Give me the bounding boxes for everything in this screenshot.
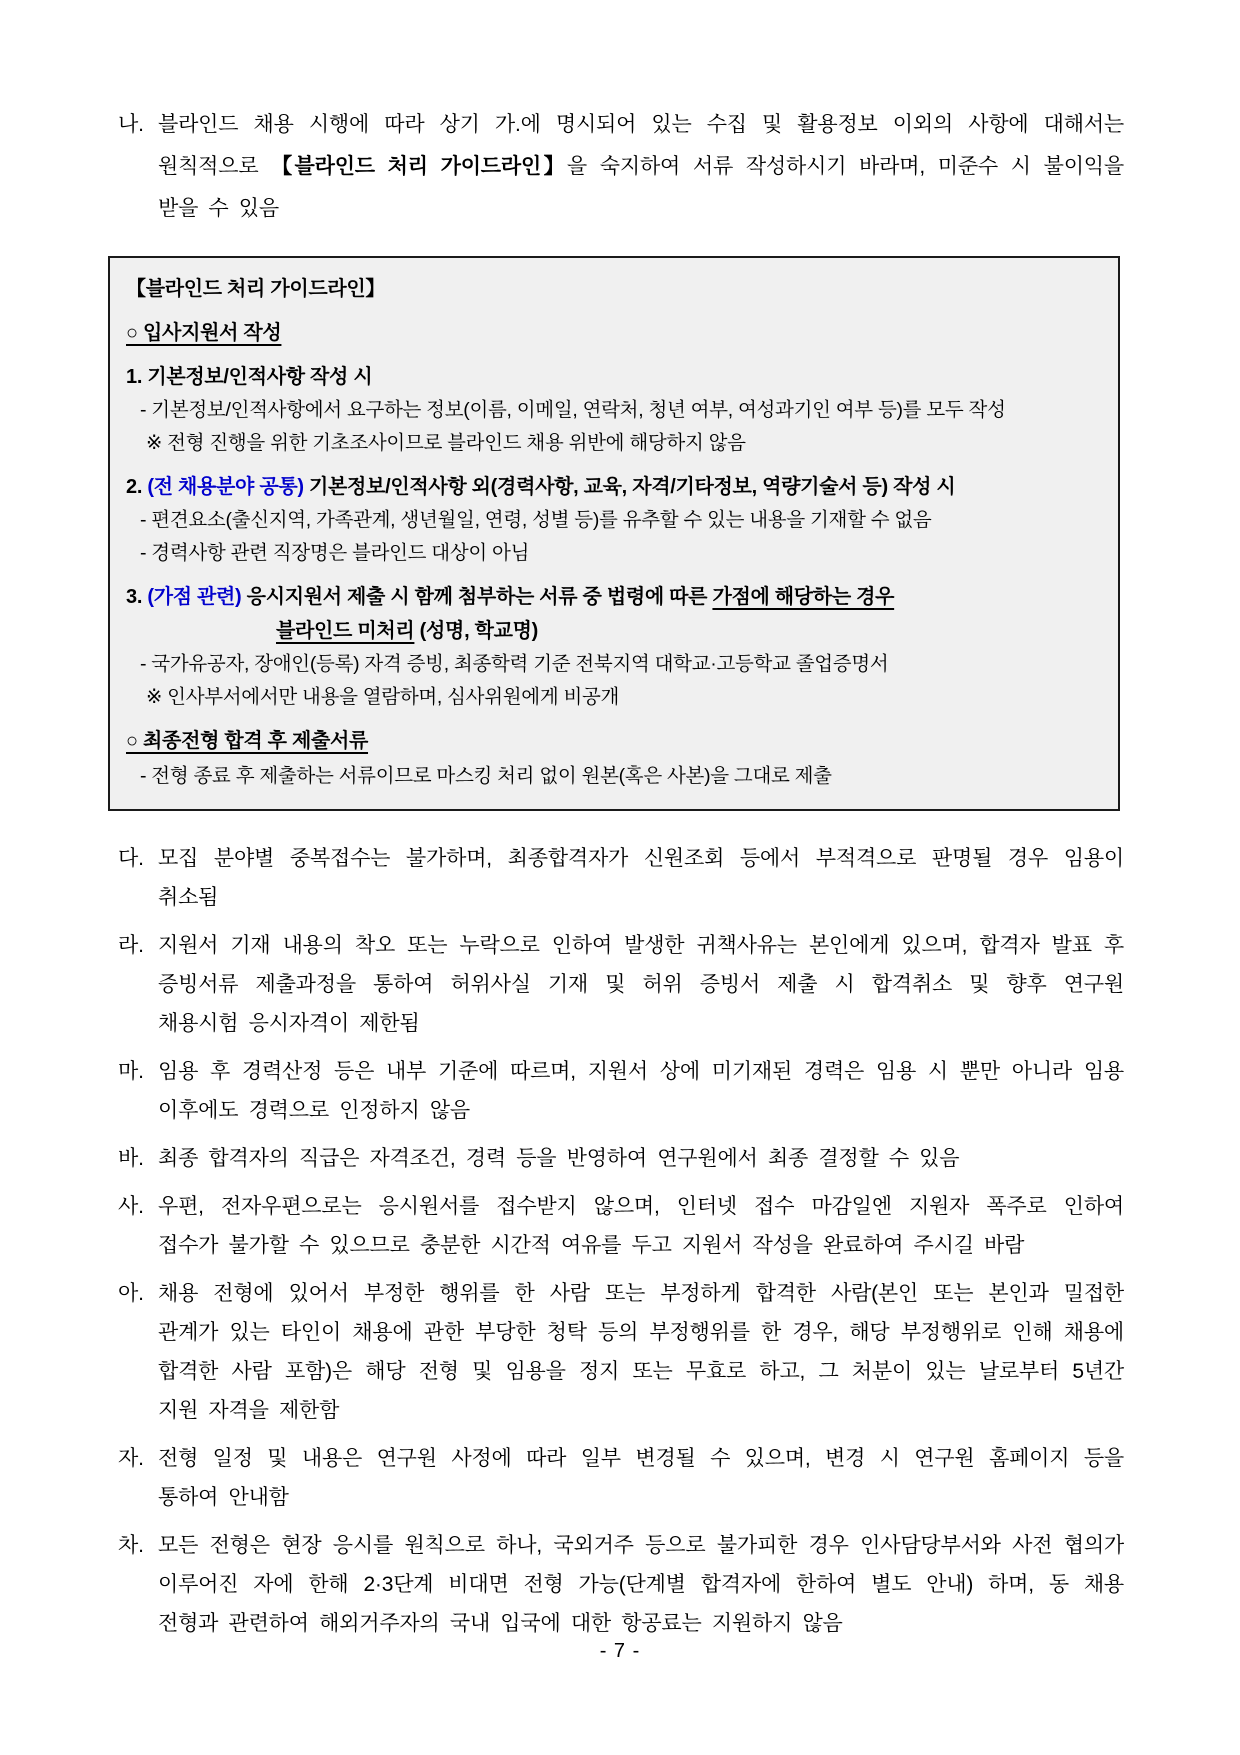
guideline-item-3-suffix: (성명, 학교명)	[414, 620, 538, 642]
guideline-item-2-title	[126, 470, 1100, 504]
guideline-item-3-underline1: 가점에 해당하는 경우	[712, 586, 895, 608]
guideline-item-2-dash1: - 편견요소(출신지역, 가족관계, 생년월일, 연령, 성별 등)를 유추할 수 있는 내용을 기재할 수 없음	[140, 509, 932, 531]
guideline-section2-dash: - 전형 종료 후 제출하는 서류이므로 마스킹 처리 없이 원본(혹은 사본)을 그대로 제출	[140, 765, 832, 787]
guideline-box	[108, 256, 1120, 811]
list-item-a	[118, 1274, 1124, 1430]
page-number: - 7 -	[599, 1640, 641, 1662]
guideline-item-1-dash: - 기본정보/인적사항에서 요구하는 정보(이름, 이메일, 연락처, 청년 여부, 여성과기인 여부 등)를 모두 작성	[140, 399, 1006, 421]
item-label: 아.	[118, 1282, 144, 1305]
guideline-item-2-highlight: (전 채용분야 공통)	[142, 476, 304, 498]
guideline-section1-heading: ○ 입사지원서 작성	[126, 322, 282, 344]
item-label: 마.	[118, 1060, 144, 1083]
list-item-cha	[118, 1526, 1124, 1643]
intro-text-post: 을 숙지하여 서류 작성하시기 바라며, 미준수 시 불이익을 받을 수 있음	[158, 155, 1124, 220]
item-label: 사.	[118, 1195, 144, 1218]
guideline-item-3-text: 응시지원서 제출 시 함께 첨부하는 서류 중 법령에 따른	[241, 586, 713, 608]
guideline-item-3-highlight: (가점 관련)	[142, 586, 242, 608]
guideline-item-1-note: ※ 전형 진행을 위한 기초조사이므로 블라인드 채용 위반에 해당하지 않음	[146, 432, 746, 454]
item-label: 차.	[118, 1534, 144, 1557]
item-text: 최종 합격자의 직급은 자격조건, 경력 등을 반영하여 연구원에서 최종 결정할 수 있음	[158, 1147, 960, 1170]
item-label: 자.	[118, 1447, 144, 1470]
notice-list	[118, 839, 1124, 1643]
guideline-item-3	[126, 580, 1100, 714]
guideline-item-3-line1	[126, 580, 1100, 614]
paragraph-na	[118, 104, 1124, 230]
item-text: 모집 분야별 중복접수는 불가하며, 최종합격자가 신원조회 등에서 부적격으로 판명될 경우 임용이 취소됨	[158, 847, 1124, 909]
list-item-ja	[118, 1439, 1124, 1517]
item-text: 지원서 기재 내용의 착오 또는 누락으로 인하여 발생한 귀책사유는 본인에게 있으며, 합격자 발표 후 증빙서류 제출과정을 통하여 허위사실 기재 및 허위 증빙서 제출 시 합격취소 및 향후 연구원 채용시험 응시자격이 제한됨	[158, 934, 1124, 1035]
item-label: 다.	[118, 847, 144, 870]
list-item-ba	[118, 1139, 1124, 1178]
guideline-item-1-title	[126, 360, 1100, 394]
list-item-sa	[118, 1187, 1124, 1265]
intro-text-pre: 블라인드 채용 시행에 따라 상기 가.에 명시되어 있는 수집 및 활용정보 이외의 사항에 대해서는 원칙적으로	[158, 113, 1124, 178]
item-label: 바.	[118, 1147, 144, 1170]
list-item-da	[118, 839, 1124, 917]
guideline-item-2-dash2: - 경력사항 관련 직장명은 블라인드 대상이 아님	[140, 542, 530, 564]
guideline-box-title: 【블라인드 처리 가이드라인】	[126, 278, 386, 300]
guideline-item-3-line2	[126, 614, 1100, 648]
item-label-na: 나.	[118, 113, 144, 136]
intro-text-bold: 【블라인드 처리 가이드라인】	[271, 155, 567, 178]
item-text: 전형 일정 및 내용은 연구원 사정에 따라 일부 변경될 수 있으며, 변경 시 연구원 홈페이지 등을 통하여 안내함	[158, 1447, 1124, 1509]
guideline-item-2-title-text: 기본정보/인적사항 외(경력사항, 교육, 자격/기타정보, 역량기술서 등) 작성 시	[303, 476, 956, 498]
item-label: 라.	[118, 934, 144, 957]
guideline-section-2	[126, 724, 1100, 793]
item-text: 우편, 전자우편으로는 응시원서를 접수받지 않으며, 인터넷 접수 마감일엔 지원자 폭주로 인하여 접수가 불가할 수 있으므로 충분한 시간적 여유를 두고 지원서 작성을 완료하여 주시길 바람	[158, 1195, 1124, 1257]
guideline-item-1-title-text: 기본정보/인적사항 작성 시	[142, 366, 373, 388]
list-item-ma	[118, 1052, 1124, 1130]
guideline-item-1	[126, 360, 1100, 460]
guideline-item-3-note: ※ 인사부서에서만 내용을 열람하며, 심사위원에게 비공개	[146, 686, 620, 708]
guideline-item-1-number: 1.	[126, 366, 143, 388]
guideline-item-2-number: 2.	[126, 476, 143, 498]
item-text: 임용 후 경력산정 등은 내부 기준에 따르며, 지원서 상에 미기재된 경력은 임용 시 뿐만 아니라 임용 이후에도 경력으로 인정하지 않음	[158, 1060, 1124, 1122]
list-item-ra	[118, 926, 1124, 1043]
guideline-item-3-dash: - 국가유공자, 장애인(등록) 자격 증빙, 최종학력 기준 전북지역 대학교·고등학교 졸업증명서	[140, 653, 889, 675]
item-text: 채용 전형에 있어서 부정한 행위를 한 사람 또는 부정하게 합격한 사람(본인 또는 본인과 밀접한 관계가 있는 타인이 채용에 관한 부당한 청탁 등의 부정행위를 한 경우, 해당 부정행위로 인해 채용에 합격한 사람 포함)은 해당 전형 및 임용을 정지 또는 무효로 하고, 그 처분이 있는 날로부터 5년간 지원 자격을 제한함	[158, 1282, 1124, 1422]
guideline-item-3-underline2: 블라인드 미처리	[276, 620, 415, 642]
guideline-item-3-number: 3.	[126, 586, 143, 608]
guideline-section2-heading: ○ 최종전형 합격 후 제출서류	[126, 730, 369, 752]
item-text: 모든 전형은 현장 응시를 원칙으로 하나, 국외거주 등으로 불가피한 경우 인사담당부서와 사전 협의가 이루어진 자에 한해 2·3단계 비대면 전형 가능(단계별 합격자에 한하여 별도 안내) 하며, 동 채용 전형과 관련하여 해외거주자의 국내 입국에 대한 항공료는 지원하지 않음	[158, 1534, 1124, 1635]
guideline-item-2	[126, 470, 1100, 570]
